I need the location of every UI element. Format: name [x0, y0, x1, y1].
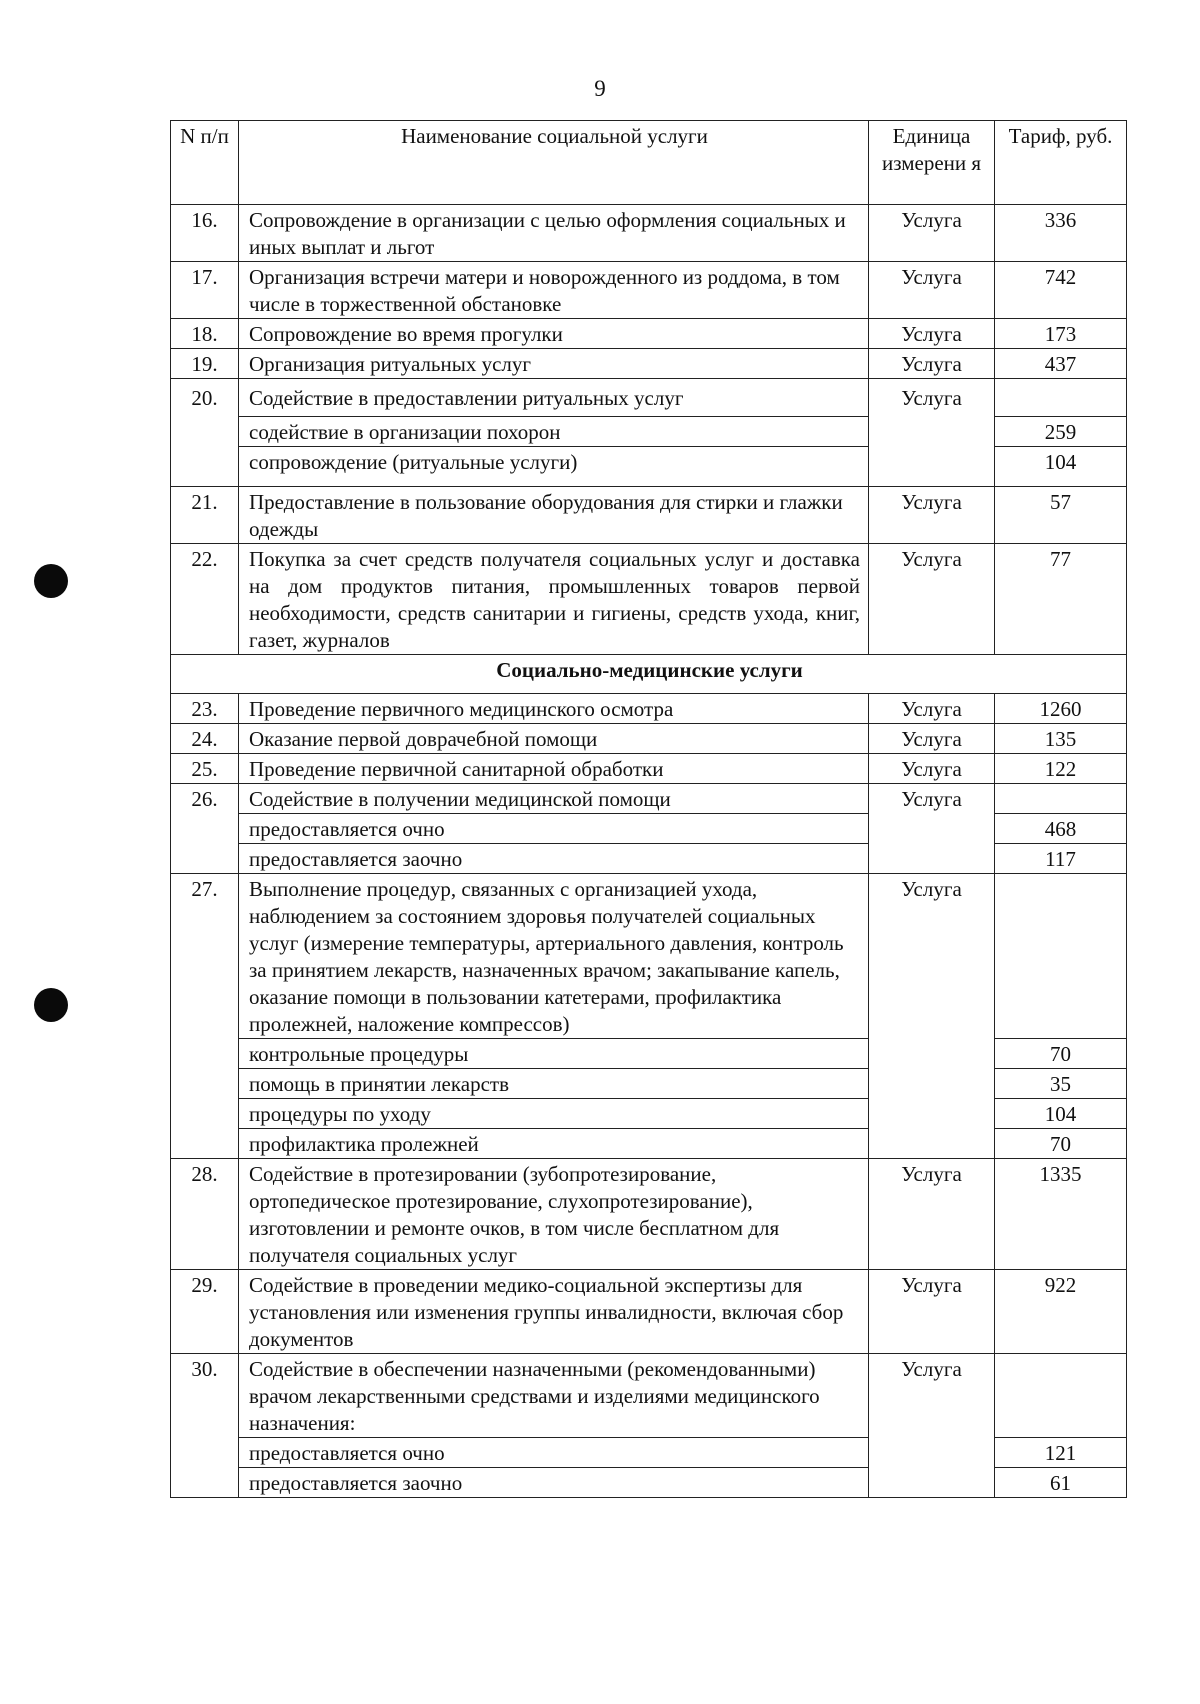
- row-num: 24.: [171, 724, 239, 754]
- row-tariff: 1335: [995, 1159, 1127, 1270]
- subrow-tariff: 468: [995, 814, 1127, 844]
- row-name: Содействие в получении медицинской помощи: [239, 784, 869, 814]
- row-num: 19.: [171, 349, 239, 379]
- header-name: Наименование социальной услуги: [239, 121, 869, 205]
- row-name: Оказание первой доврачебной помощи: [239, 724, 869, 754]
- row-num: 27.: [171, 874, 239, 1159]
- row-tariff: 122: [995, 754, 1127, 784]
- table-row: [171, 754, 1127, 784]
- row-num: 18.: [171, 319, 239, 349]
- row-name: Содействие в проведении медико-социальной экспертизы для установления или изменения группы инвалидности, включая сбор документов: [239, 1270, 869, 1354]
- row-tariff: 437: [995, 349, 1127, 379]
- subrow-name: сопровождение (ритуальные услуги): [239, 447, 869, 487]
- row-name: Сопровождение в организации с целью оформления социальных и иных выплат и льгот: [239, 205, 869, 262]
- row-name: Организация встречи матери и новорожденного из роддома, в том числе в торжественной обстановке: [239, 262, 869, 319]
- table-row: [171, 724, 1127, 754]
- subrow-tariff: 117: [995, 844, 1127, 874]
- row-num: 26.: [171, 784, 239, 874]
- row-unit: Услуга: [869, 544, 995, 655]
- header-tariff: Тариф, руб.: [995, 121, 1127, 205]
- row-unit: Услуга: [869, 1159, 995, 1270]
- subrow-name: предоставляется заочно: [239, 844, 869, 874]
- row-unit: Услуга: [869, 319, 995, 349]
- section-title: Социально-медицинские услуги: [171, 655, 1127, 694]
- table-header-row: [171, 121, 1127, 205]
- row-unit: Услуга: [869, 1354, 995, 1498]
- subrow-name: контрольные процедуры: [239, 1039, 869, 1069]
- row-tariff: [995, 874, 1127, 1039]
- row-name: Выполнение процедур, связанных с организацией ухода, наблюдением за состоянием здоровья получателей социальных услуг (измерение температуры, артериального давления, контроль за принятием лекарств, назначенных врачом; закапывание капель, оказание помощи в пользовании катетерами, профилактика пролежней, наложение компрессов): [239, 874, 869, 1039]
- row-num: 29.: [171, 1270, 239, 1354]
- row-unit: Услуга: [869, 487, 995, 544]
- subrow-name: профилактика пролежней: [239, 1129, 869, 1159]
- subrow-tariff: 70: [995, 1039, 1127, 1069]
- row-tariff: [995, 1354, 1127, 1438]
- row-tariff: 922: [995, 1270, 1127, 1354]
- row-tariff: 135: [995, 724, 1127, 754]
- row-tariff: 173: [995, 319, 1127, 349]
- row-num: 22.: [171, 544, 239, 655]
- section-row: [171, 655, 1127, 694]
- row-name: Покупка за счет средств получателя социальных услуг и доставка на дом продуктов питания, промышленных товаров первой необходимости, средств санитарии и гигиены, средств ухода, книг, газет, журналов: [239, 544, 869, 655]
- row-name: Содействие в предоставлении ритуальных услуг: [239, 379, 869, 417]
- row-tariff: [995, 379, 1127, 417]
- row-unit: Услуга: [869, 262, 995, 319]
- row-tariff: 742: [995, 262, 1127, 319]
- row-name: Проведение первичного медицинского осмотра: [239, 694, 869, 724]
- table-row: [171, 544, 1127, 655]
- row-num: 17.: [171, 262, 239, 319]
- page-number: 9: [594, 76, 606, 101]
- row-name: Предоставление в пользование оборудования для стирки и глажки одежды: [239, 487, 869, 544]
- subrow-tariff: 104: [995, 447, 1127, 487]
- table-row: [171, 1270, 1127, 1354]
- punch-hole-top: [34, 564, 68, 598]
- row-num: 21.: [171, 487, 239, 544]
- subrow-name: содействие в организации похорон: [239, 417, 869, 447]
- row-unit: Услуга: [869, 1270, 995, 1354]
- subrow-name: предоставляется заочно: [239, 1468, 869, 1498]
- tariff-table: [170, 120, 1127, 1498]
- subrow-name: предоставляется очно: [239, 1438, 869, 1468]
- row-name: Сопровождение во время прогулки: [239, 319, 869, 349]
- table-row: [171, 205, 1127, 262]
- table-row: [171, 349, 1127, 379]
- row-tariff: 336: [995, 205, 1127, 262]
- row-tariff: 77: [995, 544, 1127, 655]
- row-tariff: 57: [995, 487, 1127, 544]
- row-num: 20.: [171, 379, 239, 487]
- header-num: N п/п: [171, 121, 239, 205]
- subrow-tariff: 104: [995, 1099, 1127, 1129]
- row-unit: Услуга: [869, 349, 995, 379]
- row-num: 16.: [171, 205, 239, 262]
- table-row: [171, 319, 1127, 349]
- row-unit: Услуга: [869, 379, 995, 487]
- row-unit: Услуга: [869, 874, 995, 1159]
- row-num: 30.: [171, 1354, 239, 1498]
- table-row: [171, 784, 1127, 814]
- subrow-tariff: 259: [995, 417, 1127, 447]
- subrow-tariff: 121: [995, 1438, 1127, 1468]
- subrow-name: предоставляется очно: [239, 814, 869, 844]
- subrow-tariff: 61: [995, 1468, 1127, 1498]
- row-tariff: [995, 784, 1127, 814]
- row-tariff: 1260: [995, 694, 1127, 724]
- subrow-tariff: 35: [995, 1069, 1127, 1099]
- row-unit: Услуга: [869, 694, 995, 724]
- row-num: 23.: [171, 694, 239, 724]
- row-num: 25.: [171, 754, 239, 784]
- row-unit: Услуга: [869, 754, 995, 784]
- table-row: [171, 487, 1127, 544]
- punch-hole-bottom: [34, 988, 68, 1022]
- header-unit: Единица измерени я: [869, 121, 995, 205]
- table-row: [171, 1159, 1127, 1270]
- subrow-tariff: 70: [995, 1129, 1127, 1159]
- row-unit: Услуга: [869, 205, 995, 262]
- row-name: Организация ритуальных услуг: [239, 349, 869, 379]
- table-row: [171, 874, 1127, 1039]
- subrow-name: процедуры по уходу: [239, 1099, 869, 1129]
- row-name: Содействие в обеспечении назначенными (рекомендованными) врачом лекарственными средствами и изделиями медицинского назначения:: [239, 1354, 869, 1438]
- subrow-name: помощь в принятии лекарств: [239, 1069, 869, 1099]
- table-row: [171, 262, 1127, 319]
- row-name: Содействие в протезировании (зубопротезирование, ортопедическое протезирование, слухопротезирование), изготовлении и ремонте очков, в том числе бесплатном для получателя социальных услуг: [239, 1159, 869, 1270]
- table-row: [171, 1354, 1127, 1438]
- table-row: [171, 379, 1127, 417]
- table-row: [171, 694, 1127, 724]
- row-unit: Услуга: [869, 724, 995, 754]
- row-name: Проведение первичной санитарной обработки: [239, 754, 869, 784]
- row-num: 28.: [171, 1159, 239, 1270]
- row-unit: Услуга: [869, 784, 995, 874]
